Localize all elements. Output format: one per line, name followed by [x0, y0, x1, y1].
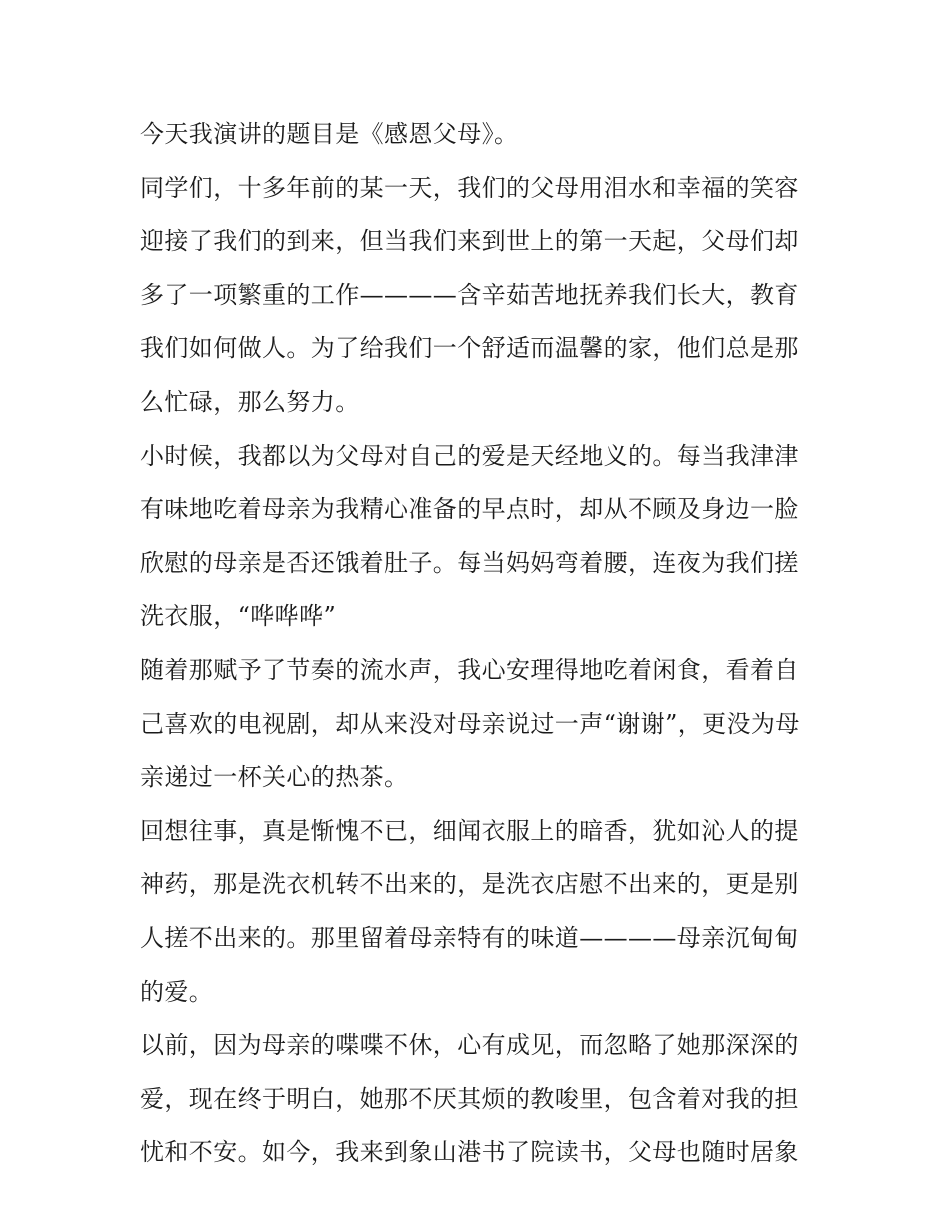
text-line: 忧和不安。如今，我来到象山港书了院读书，父母也随时居象 — [140, 1138, 799, 1167]
text-line: 同学们，十多年前的某一天，我们的父母用泪水和幸福的笑容 — [140, 173, 799, 202]
text-line: 欣慰的母亲是否还饿着肚子。每当妈妈弯着腰，连夜为我们搓 — [140, 548, 799, 577]
text-line: 有味地吃着母亲为我精心准备的早点时，却从不顾及身边一脸 — [140, 495, 799, 524]
text-line: 迎接了我们的到来，但当我们来到世上的第一天起，父母们却 — [140, 227, 799, 256]
text-line: 人搓不出来的。那里留着母亲特有的味道————母亲沉甸甸 — [140, 923, 799, 952]
text-line: 我们如何做人。为了给我们一个舒适而温馨的家，他们总是那 — [140, 334, 799, 363]
text-line: 回想往事，真是惭愧不已，细闻衣服上的暗香，犹如沁人的提 — [140, 816, 799, 845]
paragraph-childhood — [140, 430, 812, 644]
text-line: 小时候，我都以为父母对自己的爱是天经地义的。每当我津津 — [140, 441, 799, 470]
paragraph-title-intro — [140, 108, 812, 162]
paragraph-reflection — [140, 805, 812, 1019]
speech-text — [140, 108, 812, 1180]
text-line: 的爱。 — [140, 977, 214, 1006]
text-line: 神药，那是洗衣机转不出来的，是洗衣店慰不出来的，更是别 — [140, 870, 799, 899]
text-line: 己喜欢的电视剧，却从来没对母亲说过一声“谢谢”，更没为母 — [140, 709, 800, 738]
paragraph-water-sound — [140, 644, 812, 805]
text-line: 么忙碌，那么努力。 — [140, 387, 360, 416]
text-line: 随着那赋予了节奏的流水声，我心安理得地吃着闲食，看着自 — [140, 655, 799, 684]
text-line: 今天我演讲的题目是《感恩父母》。 — [140, 120, 519, 148]
text-line: 以前，因为母亲的喋喋不休，心有成见，而忽略了她那深深的 — [140, 1031, 799, 1060]
text-line: 多了一项繁重的工作————含辛茹苦地抚养我们长大，教育 — [140, 280, 799, 309]
paragraph-understanding — [140, 1019, 812, 1180]
text-line: 亲递过一杯关心的热茶。 — [140, 763, 409, 792]
text-line: 洗衣服，“哗哗哗” — [140, 602, 337, 631]
paragraph-parents-upbringing — [140, 162, 812, 430]
text-line: 爱，现在终于明白，她那不厌其烦的教唆里，包含着对我的担 — [140, 1084, 799, 1113]
